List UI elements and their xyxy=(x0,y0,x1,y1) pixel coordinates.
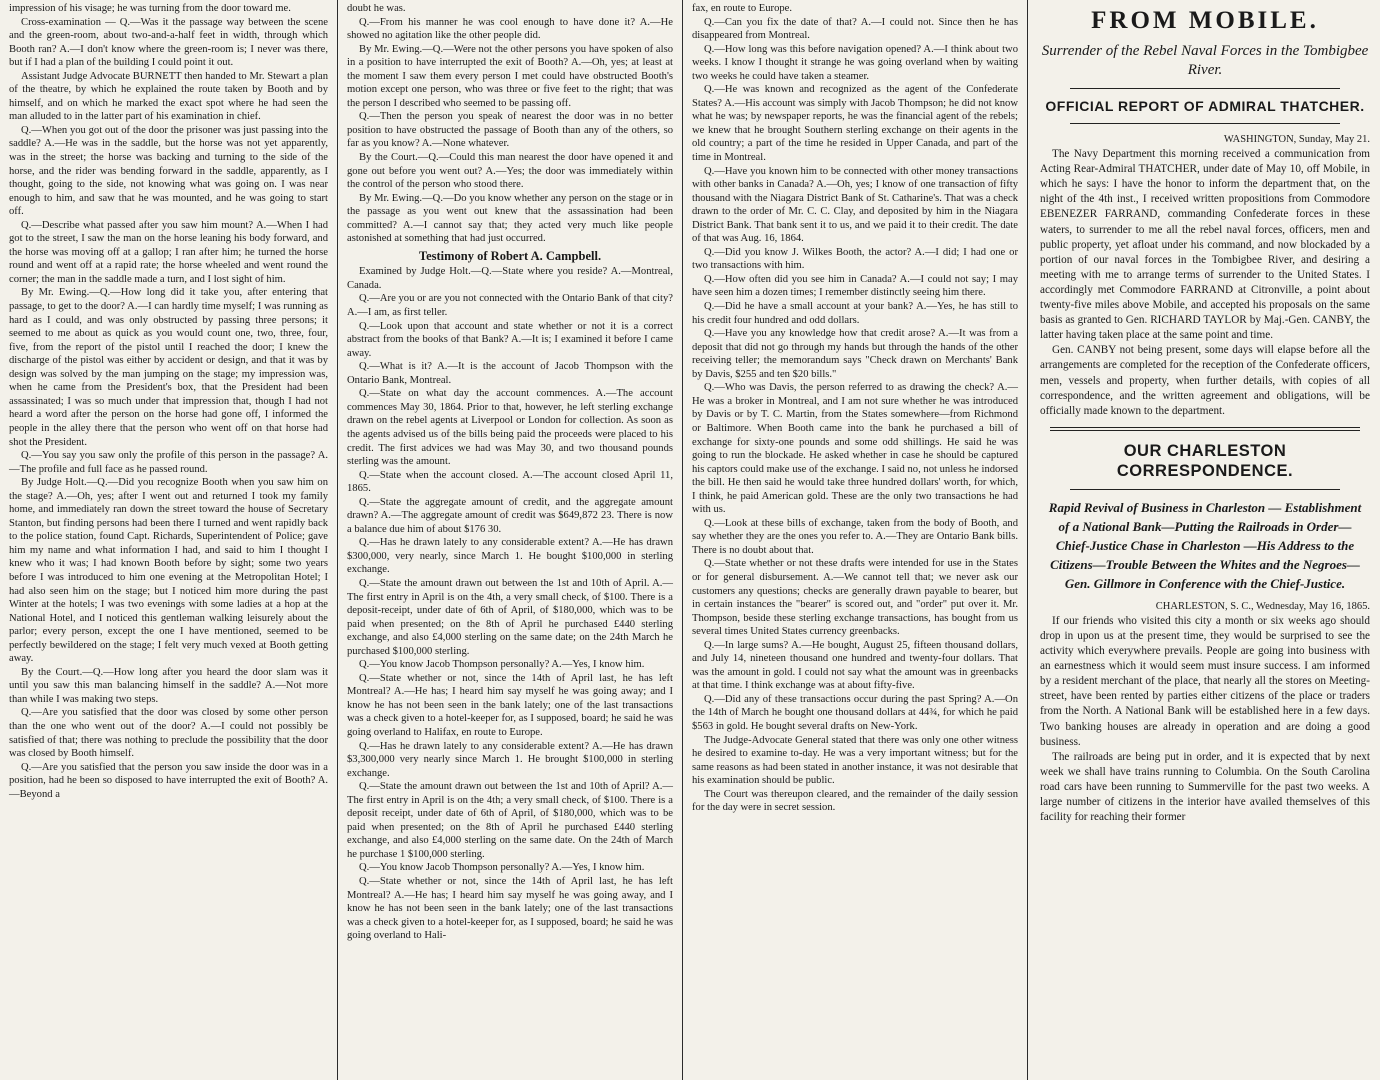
paragraph: Q.—He was known and recognized as the agent of the Confederate States? A.—His account was simply with Jacob Thompson; he did not know what he was; by newspaper reports, he was the financial agent of the rebels; we knew that he brought Southern sterling exchange on their agents in the old country; a part of the time he resided in Upper Canada, and part of the time in Montreal. xyxy=(692,84,1018,164)
paragraph: doubt he was. xyxy=(347,3,406,14)
paragraph: Q.—You know Jacob Thompson personally? A.—Yes, I know him. xyxy=(359,862,645,874)
paragraph: Q.—You say you saw only the profile of this person in the passage? A.—The profile and full face as he passed round. xyxy=(9,450,328,475)
paragraph: Q.—Did you know J. Wilkes Booth, the actor? A.—I did; I had one or two transactions with him. xyxy=(692,246,1018,272)
paragraph: Q.—State whether or not, since the 14th of April last, he has left Montreal? A.—He has; I heard him say myself he was going away, and I know he has not been seen in the bank lately; one of the last transactions was a check given to a hotel-keeper for, as I supposed, board; he said he was going overland to Hali- xyxy=(347,876,673,942)
paragraph: Q.—Are you or are you not connected with the Ontario Bank of that city? A.—I am, as first teller. xyxy=(347,293,673,319)
mobile-report-deck: OFFICIAL REPORT OF ADMIRAL THATCHER. xyxy=(1045,98,1365,114)
paragraph: By Mr. Ewing.—Q.—Were not the other persons you have spoken of also in a position to have interrupted the exit of Booth? A.—Oh, yes; at least at the moment I saw them every person I met could have obstructed Booth's motion except one person, who was three or five feet to the right; that was the person I described who seemed to be passing off. xyxy=(347,43,673,109)
charleston-headline: OUR CHARLESTON CORRESPONDENCE. xyxy=(1116,441,1294,480)
paragraph: Cross-examination — Q.—Was it the passage way between the scene and the green-room, about two-and-a-half feet in width, through which Booth ran? A.—I don't know where the green-room is; I never was there, but if I had a plan of the building I could point it out. xyxy=(9,16,328,69)
paragraph: Q.—Did he have a small account at your bank? A.—Yes, he has still to his credit four hundred and odd dollars. xyxy=(692,301,1018,326)
divider xyxy=(1070,489,1340,490)
paragraph: Q.—Then the person you speak of nearest the door was in no better position to have obstructed the passage of Booth than any of the others, so far as you know? A.—None whatever. xyxy=(347,111,673,150)
paragraph: Assistant Judge Advocate BURNETT then handed to Mr. Stewart a plan of the theatre, by which he explained the route taken by Booth and by himself, and on which he marked the exact spot where he had seen the man alluded to in the latter part of his examination in chief. xyxy=(9,70,328,123)
paragraph: Q.—State whether or not these drafts were intended for use in the States or for general disbursement. A.—We cannot tell that; we never ask our customers any questions; checks are generally drawn payable to bearer, but in certain instances the "bearer" is scored out, and "order" put over it. Mr. Thompson, beside these sterling exchange transactions, has bought from us several times United States currency greenbacks. xyxy=(692,558,1018,638)
divider xyxy=(1070,123,1340,124)
mobile-deck: Surrender of the Rebel Naval Forces in the Tombigbee River. xyxy=(1041,43,1369,78)
paragraph: If our friends who visited this city a month or six weeks ago should drop in upon us at the present time, they would be surprised to see the activity which everywhere prevails. People are going into business with an earnestness which it would seem must insure success. I am informed by a resident merchant of the place, that nearly all the stores on Meeting-street, have been rented by parties either citizens of the place or traders from the North. A National Bank will be established here in a few days. Two banking houses are already in operation and are doing a good business. xyxy=(1040,614,1370,748)
paragraph: The railroads are being put in order, and it is expected that by next week we shall have trains running to Columbia. On the South Carolina road cars have been running to Summerville for the past two weeks. A large number of citizens in the interior have availed themselves of this facility for reaching their former xyxy=(1040,750,1370,824)
mobile-dateline: WASHINGTON, Sunday, May 21. xyxy=(1223,134,1370,145)
paragraph: Gen. CANBY not being present, some days will elapse before all the arrangements are completed for the reception of the Confederate officers, men, vessels and property, when further details, with copies of all correspondence, and the written agreement and obligations, will be officially made known to the department. xyxy=(1040,344,1370,417)
paragraph: Q.—Look upon that account and state whether or not it is a correct abstract from the books of that Bank? A.—It is; I examined it before I came away. xyxy=(347,320,673,359)
paragraph: By the Court.—Q.—How long after you heard the door slam was it until you saw this man balancing himself in the saddle? A.—Not more than while I was making two steps. xyxy=(9,666,328,705)
paragraph: Q.—Describe what passed after you saw him mount? A.—When I had got to the street, I saw the man on the horse leaning his body forward, and the horse was moving off at a gallop; I ran after him; he turned the horse round and went off at a rapid rate; the horse wheeled and went round the corner; the man in the saddle made a turn, and I lost sight of him. xyxy=(9,219,328,285)
paragraph: Q.—Are you satisfied that the person you saw inside the door was in a position, had he been so disposed to have interrupted the exit of Booth? A.—Beyond a xyxy=(9,761,328,800)
paragraph: Q.—From his manner he was cool enough to have done it? A.—He showed no agitation like the other people did. xyxy=(347,16,673,42)
paragraph: By Mr. Ewing.—Q.—How long did it take you, after entering that passage, to get to the door? A.—I can hardly time myself; I was running as hard as I could, and was only obstructed by passing three persons; it seemed to me about as quick as you would count one, two, three, four, five, from the report of the pistol until I reached the door; I knew the discharge of the pistol was either by accident or design, and that it was by design was solved by the man jumping on the stage; my impression was, when he came from the President's box, that the President had been assassinated; I was so much under that impression that, though I had not heard a word after the person on the horse had gone off, I informed the people in the alley there that the person who went off on that horse had shot the President. xyxy=(9,287,328,448)
column-1 xyxy=(0,0,337,1080)
paragraph: Q.—Have you known him to be connected with other money transactions with other banks in Canada? A.—Oh, yes; I know of one transaction of fifty thousand with the Niagara District Bank of St. Catharine's. That was a check drawn to the order of Mr. C. C. Clay, and deposited by him in the Niagara District Bank. That bank sent it to us, and we paid it to their credit. The date of that was Aug. 16, 1864. xyxy=(692,165,1018,245)
charleston-deck: Rapid Revival of Business in Charleston — Establishment of a National Bank—Putting the Railroads in Order—Chief-Justice Chase in Charleston —His Address to the Citizens—Trouble Between the Whites and the Negroes— Gen. Gillmore in Conference with the Chief-Justice. xyxy=(1048,499,1362,591)
column-4 xyxy=(1027,0,1380,1080)
paragraph: Q.—State the amount drawn out between the 1st and 10th of April? A.—The first entry in April is on the 4th; a very small check, of $100. There is a deposit receipt, under date of 6th of April, of $180,000, which was to be paid when presented; on the 8th of April he purchased £440 sterling exchange, and also £4,000 sterling on the same date. On the 24th of March he purchase 1 $100,000 sterling. xyxy=(347,781,673,860)
paragraph: Q.—How long was this before navigation opened? A.—I think about two weeks. I know I thought it strange he was going overland when by waiting two weeks he could have taken a steamer. xyxy=(692,43,1018,82)
paragraph: Q.—When you got out of the door the prisoner was just passing into the saddle? A.—He was in the saddle, but the horse was not yet apparently, was in the street; the horse was backing and turning to the side of the horse, and the rider was bending forward in the saddle, apparently, as I thought, going to the side, not knowing what was going on. I was near enough to him, and saw that he was mounted, and he was going to start off. xyxy=(9,124,328,218)
paragraph: fax, en route to Europe. xyxy=(692,3,793,14)
testimony-subhead: Testimony of Robert A. Campbell. xyxy=(418,248,602,263)
paragraph: Q.—What is it? A.—It is the account of Jacob Thompson with the Ontario Bank, Montreal. xyxy=(347,361,673,386)
paragraph: Q.—How often did you see him in Canada? A.—I could not say; I may have seen him a dozen times; I remember distinctly seeing him there. xyxy=(692,273,1018,299)
charleston-dateline: CHARLESTON, S. C., Wednesday, May 16, 1865. xyxy=(1155,600,1370,612)
column-3 xyxy=(682,0,1027,1080)
paragraph: Q.—Has he drawn lately to any considerable extent? A.—He has drawn $3,300,000 very nearly since March 1. He brought $100,000 in sterling exchange. xyxy=(347,740,673,779)
paragraph: Q.—You know Jacob Thompson personally? A.—Yes, I know him. xyxy=(359,659,645,671)
paragraph: Q.—State on what day the account commences. A.—The account commences May 30, 1864. Prior to that, however, he left sterling exchange drawn on the rebel agents at Liverpool or London for collection. As soon as the agents advised us of the bills being paid the proceeds were placed to his credit. The first advices we had was May 30, and two thousand pounds sterling was the amount. xyxy=(347,388,673,468)
paragraph: By the Court.—Q.—Could this man nearest the door have opened it and gone out before you went out? A.—Yes; the door was immediately within the control of the person who stood there. xyxy=(347,152,673,191)
section-divider xyxy=(1050,427,1360,431)
paragraph: Examined by Judge Holt.—Q.—State where you reside? A.—Montreal, Canada. xyxy=(347,266,673,291)
paragraph: Q.—Are you satisfied that the door was closed by some other person than the one who went out of the door? A.—I could not possibly be satisfied of that; there was nothing to preclude the possibility that the door was closed by Booth himself. xyxy=(9,707,328,760)
paragraph: Q.—State the aggregate amount of credit, and the aggregate amount drawn? A.—The aggregate amount of credit was $649,872 23. There is now a balance due him of about $176 30. xyxy=(347,496,673,535)
paragraph: Q.—Who was Davis, the person referred to as drawing the check? A.—He was a broker in Montreal, and I am not sure whether he was introduced by Davis or by T. C. Martin, from the States somewhere—from Richmond or Baltimore. When Booth came into the bank he purchased a bill of exchange for sixty-one pounds and some odd shillings. He said he was going to run the blockade. He asked whether in case he should be captured his captors could make use of the exchange. I said no, not unless he indorsed the bill. He then said he would take three hundred dollars' worth, for which, I think, he paid American gold. These are the only two transactions he had with us. xyxy=(692,382,1018,516)
paragraph: The Navy Department this morning received a communication from Acting Rear-Admiral THATCHER, under date of May 10, off Mobile, in which he says: I have the honor to inform the department that, on the night of the 4th inst., I received written propositions from Commodore EBENEZER FARRAND, commanding Confederate forces in these waters, to surrender to me all the rebel naval forces, officers, men and public property, yet afloat under his command, and now blockaded by a portion of our naval forces in the Tombigbee River, and desiring a meeting with me to arrange terms of surrender to the United States. I accordingly met Commodore FARRAND at Citronville, a point about twenty-five miles above Mobile, and accepted his proposals on the same basis as granted to Gen. RICHARD TAYLOR by Maj.-Gen. CANBY, the latter having taken place at the same point and time. xyxy=(1040,148,1370,342)
paragraph: Q.—State the amount drawn out between the 1st and 10th of April. A.—The first entry in April is on the 4th, a very small check, of $100. There is a deposit-receipt, under date of 6th of April, of $180,000, which was to be paid when presented; on the 8th of April he purchased £440 sterling exchange, and also £4,000 sterling on the same date; on the 24th March he purchased $100,000 sterling. xyxy=(347,577,673,657)
paragraph: Q.—In large sums? A.—He bought, August 25, fifteen thousand dollars, and July 14, nineteen thousand one hundred and twenty-four dollars. That was the amount in gold. I could not say what the amount was in greenbacks at that time. I think exchange was at about fifty-five. xyxy=(692,639,1018,692)
paragraph: By Judge Holt.—Q.—Did you recognize Booth when you saw him on the stage? A.—Oh, yes; after I went out and returned I took my family home, and immediately ran down the street toward the house of Secretary Stanton, but finding persons had been there I turned and went rapidly back to the police station, found Capt. Richards, Superintendent of Police; gave him my name and what information I had, and said to him I thought I knew who it was; I had known Booth before by sight; some two years before I was introduced to him one evening at the Metropolitan Hotel; I had also seen him on the stage; but I noticed him more during the past Winter at the hotels; I was two evenings with some ladies at a hop at the National Hotel, and I noticed this gentleman walking leisurely about the parlor; every person, except the one I have mentioned, seemed to be perfectly bewildered on the stage; I felt very much vexed at Booth getting away. xyxy=(9,477,328,665)
paragraph: Q.—Have you any knowledge how that credit arose? A.—It was from a deposit that did not go through my hands but through the hands of the other receiving teller; the memorandum says "Check drawn on Merchants' Bank by Davis, $255 and ten $20 bills." xyxy=(692,328,1018,380)
paragraph: Q.—Can you fix the date of that? A.—I could not. Since then he has disappeared from Montreal. xyxy=(692,16,1018,42)
paragraph: Q.—State when the account closed. A.—The account closed April 11, 1865. xyxy=(347,469,673,495)
paragraph: Q.—Look at these bills of exchange, taken from the body of Booth, and say whether they are the ones you refer to. A.—They are Ontario Bank bills. There is no doubt about that. xyxy=(692,517,1018,556)
column-2 xyxy=(337,0,682,1080)
paragraph: The Judge-Advocate General stated that there was only one other witness he desired to examine to-day. He was a very important witness; but for the same reasons as had been stated in another instance, it was not desirable that his examination should be public. xyxy=(692,734,1018,787)
paragraph: impression of his visage; he was turning from the door toward me. xyxy=(9,3,291,14)
divider xyxy=(1070,88,1340,89)
paragraph: Q.—State whether or not, since the 14th of April last, he has left Montreal? A.—He has; I heard him say myself he was going away; and I know he has not been seen in the bank lately; one of the last transactions was a check given to a hotel-keeper for, as I supposed, board; he said he was going overland to Halifax, en route to Europe. xyxy=(347,672,673,738)
paragraph: The Court was thereupon cleared, and the remainder of the daily session for the day were in secret session. xyxy=(692,788,1018,814)
paragraph: Q.—Has he drawn lately to any considerable extent? A.—He has drawn $300,000, very nearly, since March 1. He bought $100,000 in sterling exchange. xyxy=(347,537,673,576)
paragraph: Q.—Did any of these transactions occur during the past Spring? A.—On the 14th of March he bought one thousand dollars at 44¾, for which he paid $563 in gold. He bought several drafts on New-York. xyxy=(692,693,1018,732)
paragraph: By Mr. Ewing.—Q.—Do you know whether any person on the stage or in the passage as you went out knew that the assassination had been committed? A.—I cannot say that; they acted very much like people astonished at something that had just occurred. xyxy=(347,192,673,245)
mobile-headline: FROM MOBILE. xyxy=(1091,7,1319,34)
